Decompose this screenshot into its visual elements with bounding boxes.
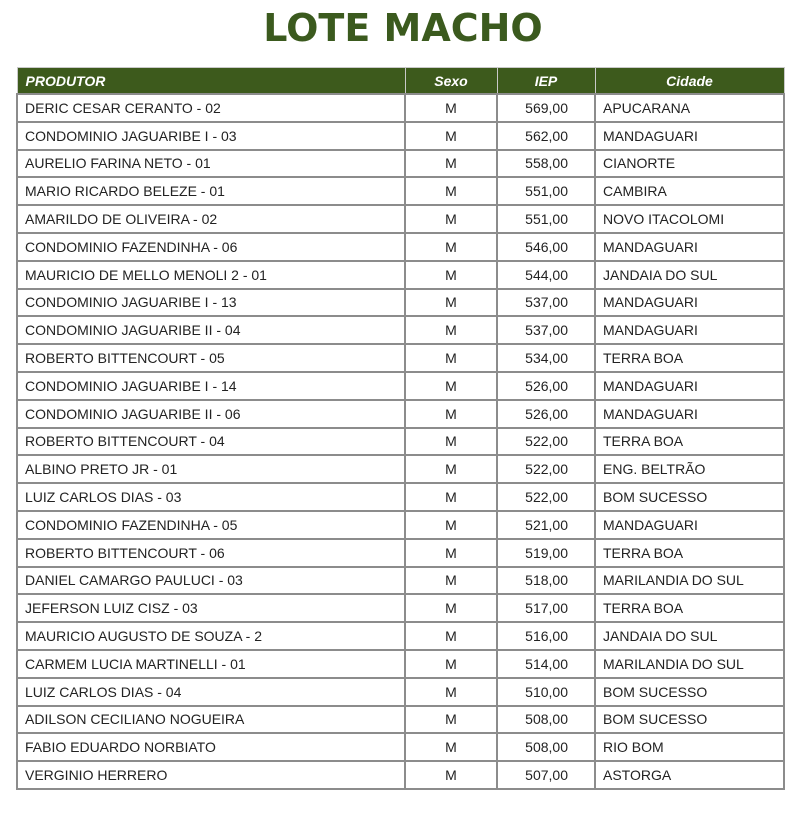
cell-cidade: CIANORTE (595, 150, 784, 178)
cell-sexo: M (405, 344, 497, 372)
column-header-cidade: Cidade (595, 68, 784, 95)
cell-produtor: ROBERTO BITTENCOURT - 06 (17, 539, 405, 567)
cell-cidade: APUCARANA (595, 94, 784, 122)
cell-sexo: M (405, 678, 497, 706)
cell-iep: 526,00 (497, 400, 595, 428)
table-row (17, 511, 784, 539)
cell-produtor: CONDOMINIO JAGUARIBE II - 04 (17, 316, 405, 344)
cell-sexo: M (405, 483, 497, 511)
cell-sexo: M (405, 261, 497, 289)
cell-cidade: MANDAGUARI (595, 122, 784, 150)
cell-produtor: MARIO RICARDO BELEZE - 01 (17, 177, 405, 205)
cell-produtor: FABIO EDUARDO NORBIATO (17, 733, 405, 761)
cell-produtor: DANIEL CAMARGO PAULUCI - 03 (17, 567, 405, 595)
cell-sexo: M (405, 511, 497, 539)
cell-produtor: AMARILDO DE OLIVEIRA - 02 (17, 205, 405, 233)
table-row (17, 400, 784, 428)
cell-produtor: CONDOMINIO JAGUARIBE I - 13 (17, 289, 405, 317)
cell-sexo: M (405, 706, 497, 734)
cell-sexo: M (405, 316, 497, 344)
table-row (17, 455, 784, 483)
cell-sexo: M (405, 594, 497, 622)
table-row (17, 678, 784, 706)
table-row (17, 261, 784, 289)
cell-cidade: MANDAGUARI (595, 233, 784, 261)
cell-iep: 569,00 (497, 94, 595, 122)
table-body (17, 94, 784, 789)
cell-iep: 551,00 (497, 205, 595, 233)
cell-iep: 507,00 (497, 761, 595, 789)
cell-sexo: M (405, 622, 497, 650)
cell-produtor: CONDOMINIO FAZENDINHA - 06 (17, 233, 405, 261)
page-title: LOTE MACHO (263, 6, 543, 50)
cell-sexo: M (405, 400, 497, 428)
cell-cidade: BOM SUCESSO (595, 706, 784, 734)
cell-iep: 551,00 (497, 177, 595, 205)
cell-iep: 522,00 (497, 428, 595, 456)
cell-cidade: ASTORGA (595, 761, 784, 789)
cell-cidade: MARILANDIA DO SUL (595, 650, 784, 678)
cell-iep: 518,00 (497, 567, 595, 595)
cell-iep: 522,00 (497, 455, 595, 483)
cell-produtor: ROBERTO BITTENCOURT - 05 (17, 344, 405, 372)
cell-cidade: CAMBIRA (595, 177, 784, 205)
cell-sexo: M (405, 205, 497, 233)
cell-sexo: M (405, 650, 497, 678)
table-row (17, 650, 784, 678)
cell-produtor: CONDOMINIO JAGUARIBE I - 14 (17, 372, 405, 400)
cell-produtor: VERGINIO HERRERO (17, 761, 405, 789)
cell-iep: 522,00 (497, 483, 595, 511)
cell-produtor: JEFERSON LUIZ CISZ - 03 (17, 594, 405, 622)
cell-produtor: DERIC CESAR CERANTO - 02 (17, 94, 405, 122)
cell-cidade: JANDAIA DO SUL (595, 261, 784, 289)
table-row (17, 761, 784, 789)
cell-sexo: M (405, 567, 497, 595)
cell-cidade: RIO BOM (595, 733, 784, 761)
table-row (17, 344, 784, 372)
cell-cidade: BOM SUCESSO (595, 483, 784, 511)
table-row (17, 289, 784, 317)
table-row (17, 539, 784, 567)
column-header-sexo: Sexo (405, 68, 497, 95)
table-row (17, 205, 784, 233)
table-row (17, 94, 784, 122)
cell-sexo: M (405, 233, 497, 261)
cell-produtor: AURELIO FARINA NETO - 01 (17, 150, 405, 178)
cell-iep: 508,00 (497, 706, 595, 734)
cell-iep: 526,00 (497, 372, 595, 400)
table-row (17, 177, 784, 205)
column-header-produtor: PRODUTOR (17, 68, 405, 95)
cell-iep: 534,00 (497, 344, 595, 372)
table-row (17, 233, 784, 261)
cell-cidade: BOM SUCESSO (595, 678, 784, 706)
cell-produtor: CONDOMINIO FAZENDINHA - 05 (17, 511, 405, 539)
cell-iep: 516,00 (497, 622, 595, 650)
table-row (17, 706, 784, 734)
table-row (17, 733, 784, 761)
cell-sexo: M (405, 455, 497, 483)
cell-cidade: MANDAGUARI (595, 400, 784, 428)
cell-sexo: M (405, 428, 497, 456)
cell-produtor: CONDOMINIO JAGUARIBE I - 03 (17, 122, 405, 150)
cell-cidade: TERRA BOA (595, 594, 784, 622)
cell-cidade: MANDAGUARI (595, 372, 784, 400)
cell-iep: 521,00 (497, 511, 595, 539)
table-row (17, 316, 784, 344)
cell-sexo: M (405, 733, 497, 761)
cell-iep: 537,00 (497, 316, 595, 344)
table-row (17, 483, 784, 511)
cell-sexo: M (405, 289, 497, 317)
cell-iep: 508,00 (497, 733, 595, 761)
cell-cidade: MANDAGUARI (595, 316, 784, 344)
table-header-row (17, 68, 784, 95)
cell-iep: 544,00 (497, 261, 595, 289)
cell-sexo: M (405, 150, 497, 178)
cell-iep: 558,00 (497, 150, 595, 178)
cell-cidade: ENG. BELTRÃO (595, 455, 784, 483)
table-row (17, 567, 784, 595)
cell-produtor: CARMEM LUCIA MARTINELLI - 01 (17, 650, 405, 678)
cell-produtor: ALBINO PRETO JR - 01 (17, 455, 405, 483)
table-row (17, 150, 784, 178)
cell-produtor: MAURICIO AUGUSTO DE SOUZA - 2 (17, 622, 405, 650)
cell-cidade: MARILANDIA DO SUL (595, 567, 784, 595)
table-row (17, 622, 784, 650)
cell-iep: 519,00 (497, 539, 595, 567)
cell-sexo: M (405, 122, 497, 150)
cell-sexo: M (405, 94, 497, 122)
cell-produtor: CONDOMINIO JAGUARIBE II - 06 (17, 400, 405, 428)
cell-produtor: ADILSON CECILIANO NOGUEIRA (17, 706, 405, 734)
cell-cidade: MANDAGUARI (595, 289, 784, 317)
table-row (17, 122, 784, 150)
cell-cidade: NOVO ITACOLOMI (595, 205, 784, 233)
cell-cidade: TERRA BOA (595, 428, 784, 456)
column-header-iep: IEP (497, 68, 595, 95)
table-row (17, 428, 784, 456)
cell-sexo: M (405, 177, 497, 205)
cell-produtor: LUIZ CARLOS DIAS - 04 (17, 678, 405, 706)
cell-sexo: M (405, 539, 497, 567)
cell-cidade: JANDAIA DO SUL (595, 622, 784, 650)
cell-iep: 562,00 (497, 122, 595, 150)
cell-produtor: MAURICIO DE MELLO MENOLI 2 - 01 (17, 261, 405, 289)
cell-cidade: TERRA BOA (595, 344, 784, 372)
cell-sexo: M (405, 761, 497, 789)
cell-iep: 537,00 (497, 289, 595, 317)
cell-produtor: ROBERTO BITTENCOURT - 04 (17, 428, 405, 456)
cell-cidade: TERRA BOA (595, 539, 784, 567)
table-row (17, 372, 784, 400)
cell-iep: 510,00 (497, 678, 595, 706)
cell-produtor: LUIZ CARLOS DIAS - 03 (17, 483, 405, 511)
cell-cidade: MANDAGUARI (595, 511, 784, 539)
cell-iep: 514,00 (497, 650, 595, 678)
results-table (16, 67, 785, 790)
cell-iep: 517,00 (497, 594, 595, 622)
table-row (17, 594, 784, 622)
cell-sexo: M (405, 372, 497, 400)
cell-iep: 546,00 (497, 233, 595, 261)
